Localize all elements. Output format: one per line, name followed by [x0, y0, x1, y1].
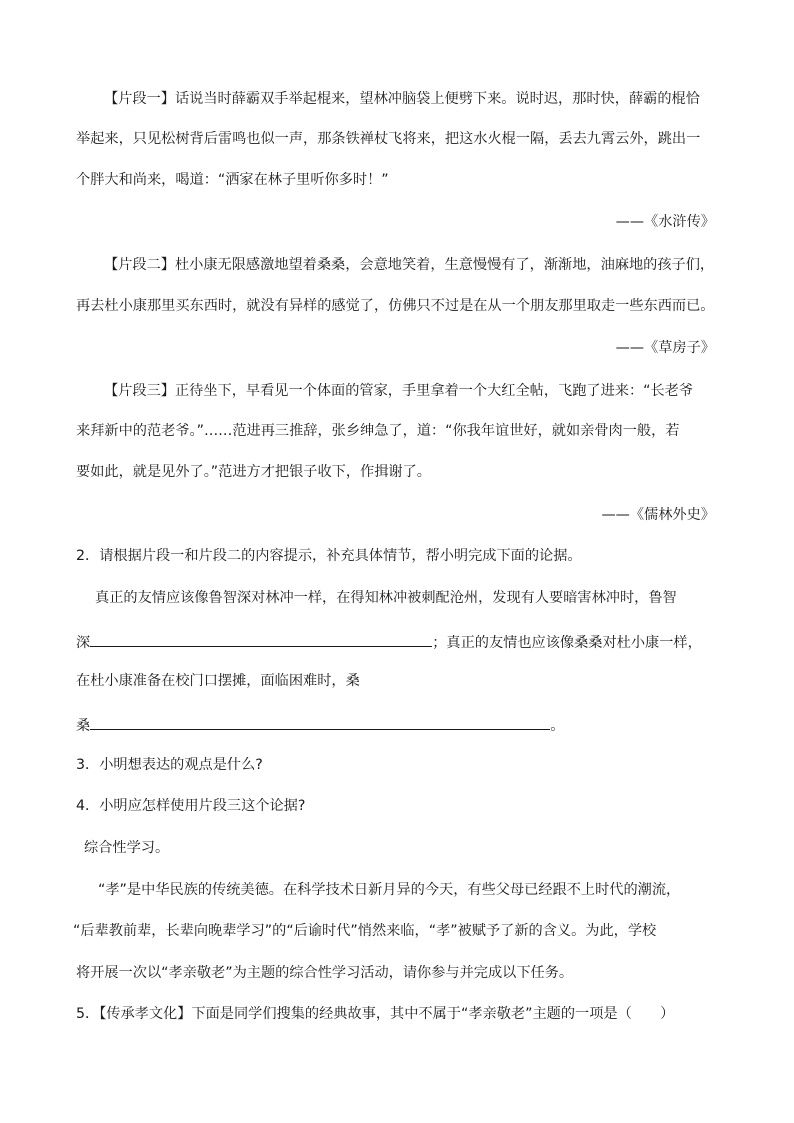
intro-line3: 将开展一次以“孝亲敬老”为主题的综合性学习活动，请你参与并完成以下任务。 — [76, 965, 574, 981]
question-2-line4-end: 。 — [550, 718, 565, 734]
question-5: 5．【传承孝文化】下面是同学们搜集的经典故事，其中不属于“孝亲敬老”主题的一项是（ ） — [76, 1006, 675, 1022]
fragment1-source: ——《水浒传》 — [615, 214, 715, 230]
question-2-line4 — [76, 713, 564, 736]
fragment1-line1: 【片段一】话说当时薛霸双手举起棍来，望林冲脑袋上便劈下来。说时迟，那时快，薛霸的棍恰 — [104, 91, 700, 107]
answer-blank-1[interactable] — [90, 630, 432, 647]
fragment3-line2: 来拜新中的范老爷。”……范进再三推辞，张乡绅急了，道：“你我年谊世好，就如亲骨肉一般，若 — [76, 423, 680, 439]
section-heading: 综合性学习。 — [84, 840, 170, 856]
fragment3-source: ——《儒林外史》 — [601, 507, 715, 523]
question-2-line2 — [76, 630, 702, 653]
question-3: 3．小明想表达的观点是什么? — [76, 757, 263, 773]
intro-line2: “后辈教前辈，长辈向晚辈学习”的“后谕时代”悄然来临，“孝”被赋予了新的含义。为此，学校 — [73, 923, 657, 939]
question-2-line1: 真正的友情应该像鲁智深对林冲一样，在得知林冲被刺配沧州，发现有人要暗害林冲时，鲁智 — [95, 590, 677, 606]
question-2-line4-start: 桑 — [76, 718, 91, 734]
question-2-line2-end: ；真正的友情也应该像桑桑对杜小康一样， — [432, 635, 702, 651]
fragment1-line2: 举起来，只见松树背后雷鸣也似一声，那条铁禅杖飞将来，把这水火棍一隔，丢去九霄云外，跳出一 — [76, 131, 701, 147]
question-2-line3: 在杜小康准备在校门口摆摊，面临困难时，桑 — [76, 673, 360, 689]
answer-blank-2[interactable] — [90, 713, 550, 730]
fragment1-line3: 个胖大和尚来，喝道：“洒家在林子里听你多时！” — [76, 172, 389, 188]
fragment2-line1: 【片段二】杜小康无限感激地望着桑桑，会意地笑着，生意慢慢有了，渐渐地，油麻地的孩子们， — [104, 257, 715, 273]
intro-line1: “孝”是中华民族的传统美德。在科学技术日新月异的今天，有些父母已经跟不上时代的潮流， — [98, 882, 681, 898]
question-4: 4．小明应怎样使用片段三这个论据? — [76, 798, 306, 814]
question-2-prompt: 2．请根据片段一和片段二的内容提示，补充具体情节，帮小明完成下面的论据。 — [76, 548, 582, 564]
fragment2-line2: 再去杜小康那里买东西时，就没有异样的感觉了，仿佛只不过是在从一个朋友那里取走一些东西而已。 — [76, 298, 715, 314]
fragment3-line3: 要如此，就是见外了。”范进方才把银子收下，作揖谢了。 — [76, 464, 431, 480]
question-2-line2-start: 深 — [76, 635, 91, 651]
fragment3-line1: 【片段三】正待坐下，早看见一个体面的管家，手里拿着一个大红全帖，飞跑了进来：“长老爷 — [104, 383, 694, 399]
fragment2-source: ——《草房子》 — [615, 340, 715, 356]
